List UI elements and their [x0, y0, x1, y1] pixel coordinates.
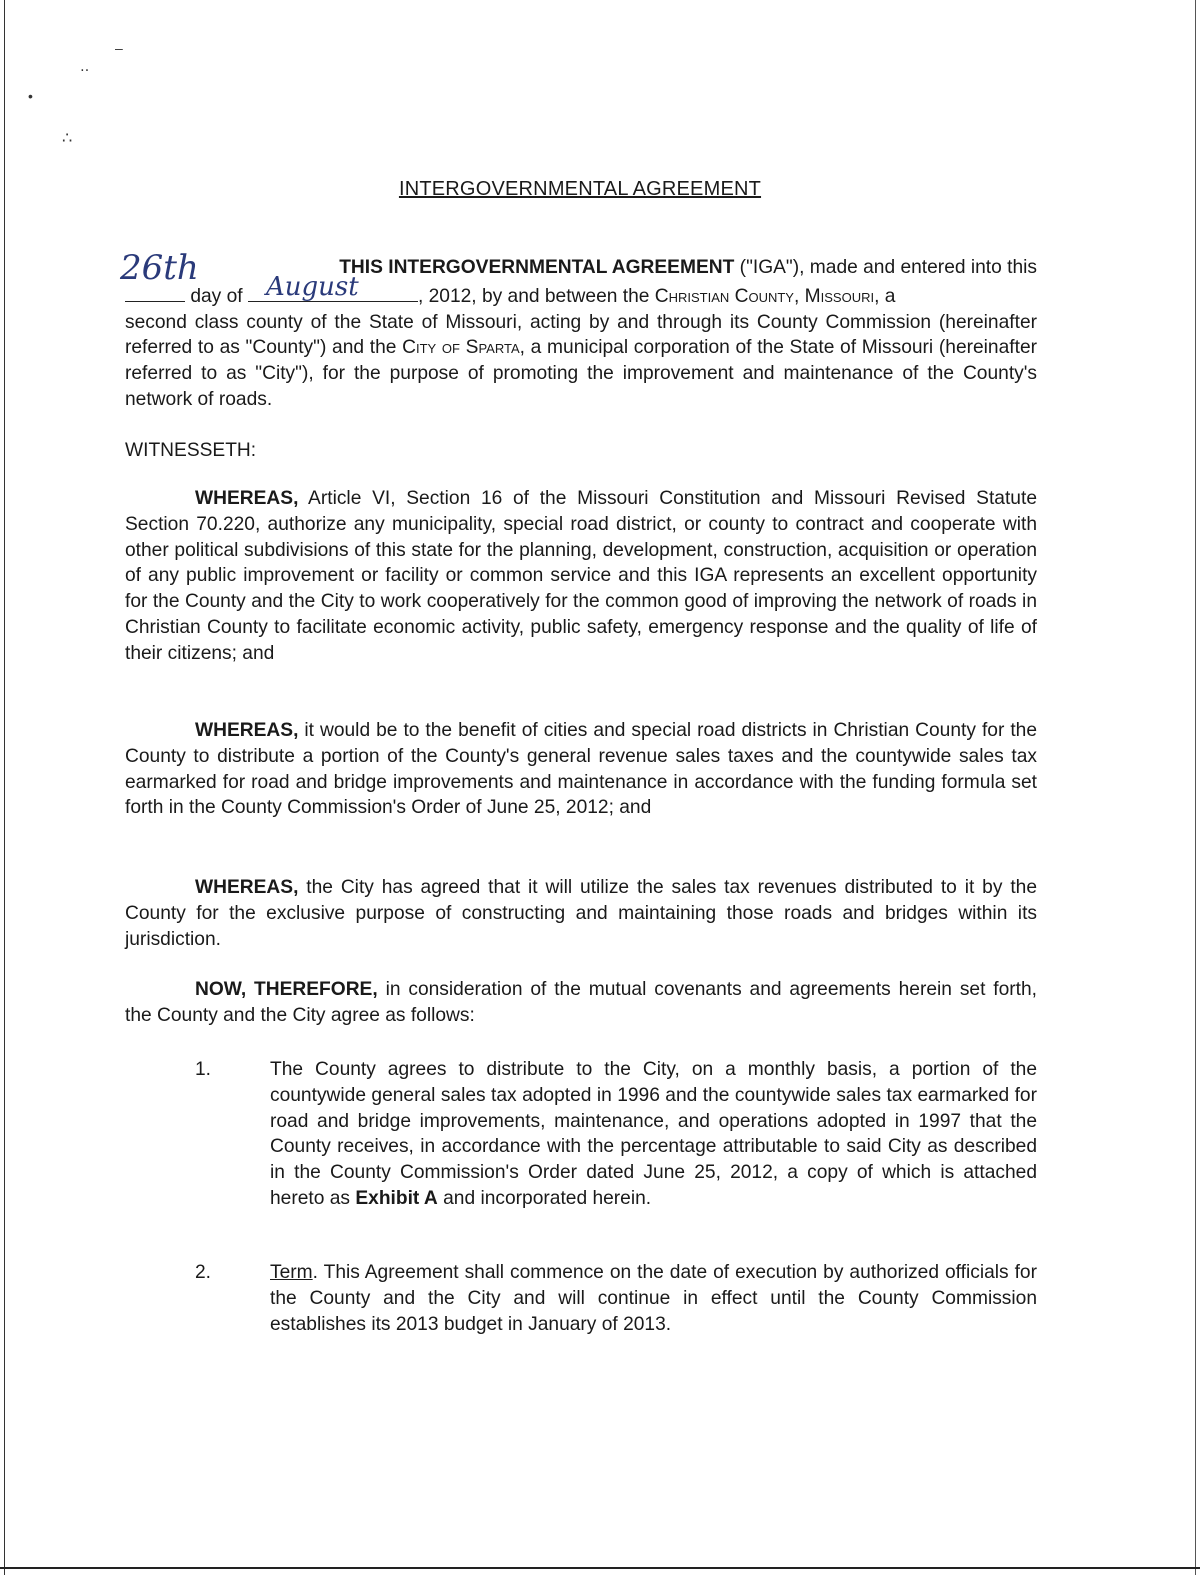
exhibit-reference: Exhibit A	[355, 1187, 438, 1209]
page-edge-bottom	[0, 1567, 1200, 1569]
whereas-paragraph-1: WHEREAS, Article VI, Section 16 of the Missouri Constitution and Missouri Revised Statute Section 70.220, authorize any municipality, special road district, or county to contract and cooperate with other political subdivisions of this state for the planning, development, construction, acquisition or operation of any public improvement or facility or common service and this IGA represents an excellent opportunity for the County and the City to work cooperatively for the common good of improving the network of roads in Christian County to facilitate economic activity, public safety, emergency response and the quality of life of their citizens; and	[125, 488, 1037, 664]
item-number: 1.	[195, 1059, 212, 1080]
scan-speck: –	[115, 40, 123, 56]
page-edge-right	[1195, 0, 1196, 1575]
item-number: 2.	[195, 1262, 212, 1283]
handwritten-month: August	[265, 271, 359, 302]
now-therefore-paragraph: NOW, THEREFORE, in consideration of the mutual covenants and agreements herein set forth, the County and the City agree as follows:	[125, 979, 1038, 1026]
scan-speck: ․․	[80, 58, 90, 74]
whereas-paragraph-3: WHEREAS, the City has agreed that it will utilize the sales tax revenues distributed to it by the County for the exclusive purpose of constructing and maintaining those roads and bridges within its jurisdiction.	[125, 877, 1037, 950]
page-edge-left	[4, 0, 5, 1575]
scan-speck: ∴	[62, 130, 73, 147]
county-name: Christian County, Missouri	[654, 285, 875, 307]
witnesseth-heading: WITNESSETH:	[125, 440, 257, 461]
document-title: INTERGOVERNMENTAL AGREEMENT	[398, 178, 762, 200]
day-blank	[125, 281, 185, 302]
agreement-item-1: 1. The County agrees to distribute to the City, on a monthly basis, a portion of the countywide general sales tax adopted in 1996 and the countywide sales tax earmarked for road and bridge improvements, maintenance, and operations adopted in 1997 that the County receives, in accordance with the percentage attributable to said City as described in the County Commission's Order dated June 25, 2012, a copy of which is attached hereto as Exhibit A and incorporated herein.	[195, 1059, 1037, 1209]
whereas-paragraph-2: WHEREAS, it would be to the benefit of cities and special road districts in Christian County for the County to distribute a portion of the County's general revenue sales taxes and the countywide sales tax earmarked for road and bridge improvements and maintenance in accordance with the funding formula set forth in the County Commission's Order of June 25, 2012; and	[125, 720, 1037, 819]
term-heading: Term	[270, 1262, 313, 1283]
scan-speck: •	[28, 88, 33, 104]
intro-paragraph: THIS INTERGOVERNMENTAL AGREEMENT ("IGA"), made and entered into this day of August , 2012, by and between the Christian County, Missouri, a second class county of the State of Missouri, acting by and through its County Commission (hereinafter referred to as "County") and the City of Sparta, a municipal corporation of the State of Missouri (hereinafter referred to as "City"), for the purpose of promoting the improvement and maintenance of the County's network of roads.	[125, 257, 1038, 410]
month-blank	[248, 271, 418, 302]
intro-lead: THIS INTERGOVERNMENTAL AGREEMENT	[339, 257, 735, 278]
handwritten-day: 26th	[120, 248, 199, 288]
agreement-item-2: 2. Term. This Agreement shall commence on the date of execution by authorized officials for the County and the City and will continue in effect until the County Commission establishes its 2013 budget in January of 2013.	[195, 1262, 1037, 1335]
city-name: City of Sparta	[402, 337, 520, 359]
